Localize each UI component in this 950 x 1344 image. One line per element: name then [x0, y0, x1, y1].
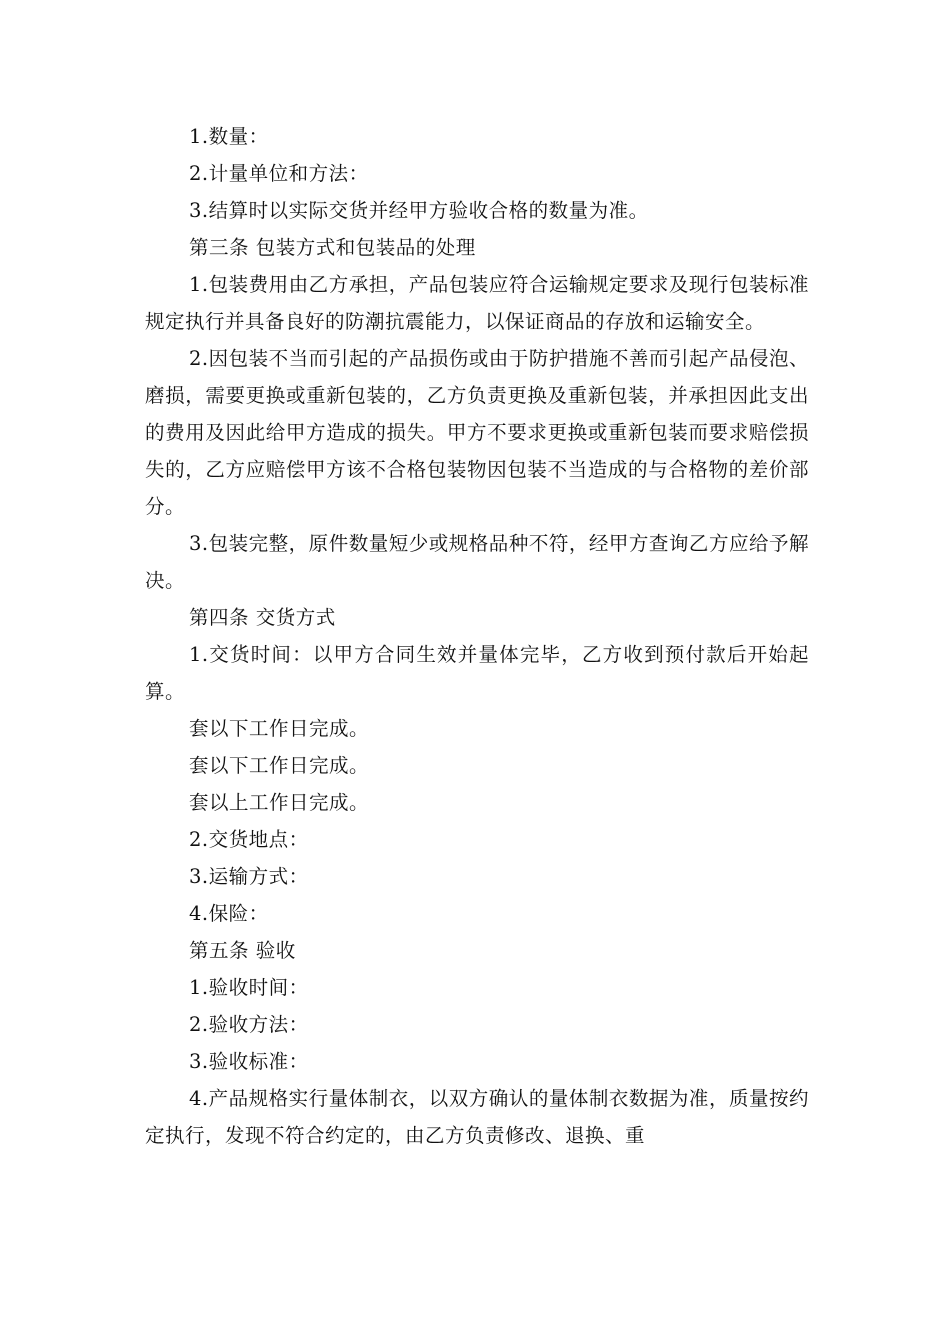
- paragraph-transport: 3.运输方式：: [189, 865, 309, 888]
- paragraph-set-above: 套以上工作日完成。: [189, 791, 370, 814]
- paragraph-set-below-2: 套以下工作日完成。: [189, 754, 370, 777]
- paragraph-settlement: 3.结算时以实际交货并经甲方验收合格的数量为准。: [189, 199, 649, 222]
- paragraph-packaging-damage: 2.因包装不当而引起的产品损伤或由于防护措施不善而引起产品侵泡、磨损，需要更换或重新包装的，乙方负责更换及重新包装，并承担因此支出的费用及因此给甲方造成的损失。甲方不要求更换或重新包装而要求赔偿损失的，乙方应赔偿甲方该不合格包装物因包装不当造成的与合格物的差价部分。: [145, 347, 809, 518]
- paragraph-acceptance-time: 1.验收时间：: [189, 976, 309, 999]
- paragraph-unit-method: 2.计量单位和方法：: [189, 162, 369, 185]
- paragraph-set-below-1: 套以下工作日完成。: [189, 717, 370, 740]
- paragraph-packaging-complete: 3.包装完整，原件数量短少或规格品种不符，经甲方查询乙方应给予解决。: [145, 532, 809, 592]
- article-4-heading: 第四条 交货方式: [189, 606, 336, 629]
- document-body: [145, 118, 809, 1154]
- paragraph-product-spec: 4.产品规格实行量体制衣，以双方确认的量体制衣数据为准，质量按约定执行，发现不符合约定的，由乙方负责修改、退换、重: [145, 1087, 809, 1147]
- paragraph-delivery-time: 1.交货时间：以甲方合同生效并量体完毕，乙方收到预付款后开始起算。: [145, 643, 809, 703]
- paragraph-acceptance-method: 2.验收方法：: [189, 1013, 309, 1036]
- paragraph-packaging-cost: 1.包装费用由乙方承担，产品包装应符合运输规定要求及现行包装标准规定执行并具备良好的防潮抗震能力，以保证商品的存放和运输安全。: [145, 273, 809, 333]
- paragraph-delivery-place: 2.交货地点：: [189, 828, 309, 851]
- paragraph-insurance: 4.保险：: [189, 902, 269, 925]
- paragraph-acceptance-standard: 3.验收标准：: [189, 1050, 309, 1073]
- paragraph-quantity: 1.数量：: [189, 125, 269, 148]
- article-5-heading: 第五条 验收: [189, 939, 296, 962]
- article-3-heading: 第三条 包装方式和包装品的处理: [189, 236, 476, 259]
